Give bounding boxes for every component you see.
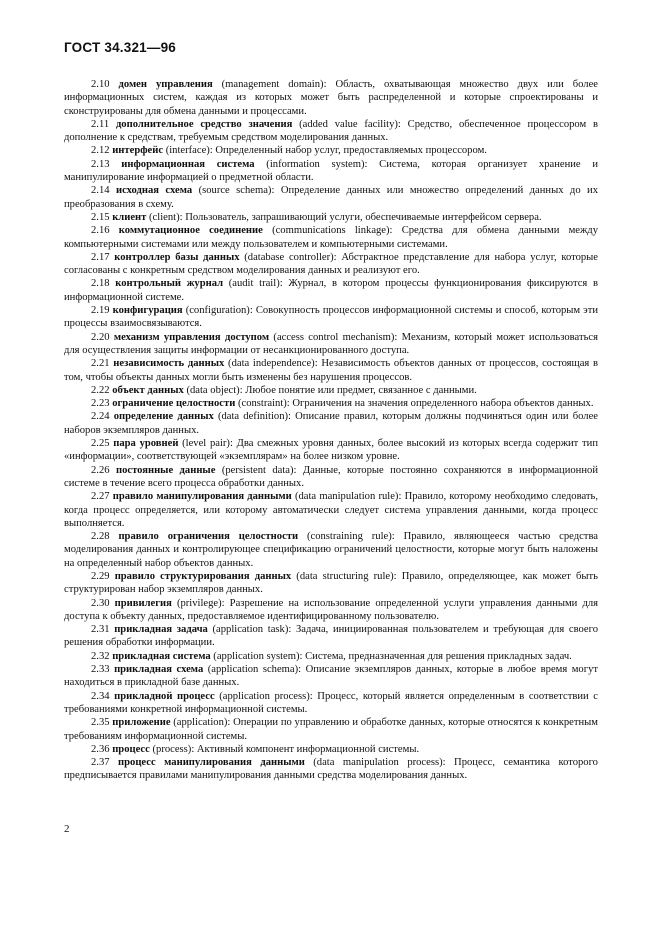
entry-definition: (management domain): Область, охватывающая множество двух или более информационных систем, каждая из которых может быть распределенной и которые спроектированы и сконструированы для обмена данными и процессами. [64,79,598,117]
entry-definition: (audit trail): Журнал, в котором процессы функционирования фиксируются в информационной системе. [64,278,598,303]
definition-entry [64,410,598,437]
entry-definition: (application): Операции по управлению и обработке данных, которые относятся к конкретным требованиям информационной системы. [64,717,598,742]
entry-definition: (application system): Система, предназначенная для решения прикладных задач. [210,650,572,662]
entry-number: 2.17 [91,251,110,263]
definition-entry [64,530,598,570]
definition-entry [64,184,598,211]
definition-entry [64,331,598,358]
definition-entry [64,597,598,624]
definition-entry [64,690,598,717]
entry-number: 2.12 [91,145,110,157]
entry-definition: (process): Активный компонент информационной системы. [149,743,420,755]
entry-definition: (privilege): Разрешение на использование определенной услуги управления данными для доступа к объекту данных, предоставляемое идентифицированному пользователю. [64,597,598,622]
definition-entry [64,437,598,464]
page-number: 2 [64,823,70,835]
entry-definition: (data object): Любое понятие или предмет, связанное с данными. [183,384,477,396]
entry-definition: (constraint): Ограничения на значения определенного набора объектов данных. [235,398,594,410]
entry-definition: (communications linkage): Средства для обмена данными между компьютерными системами или между пользователем и компьютерными системами. [64,225,598,250]
definition-entry [64,277,598,304]
definition-entry [64,251,598,278]
entry-term: правило ограничения целостности [118,531,299,543]
entry-number: 2.14 [91,185,110,197]
entry-term: механизм управления доступом [113,331,270,343]
entry-definition: (application schema): Описание экземпляров данных, которые в любое время могут находиться в прикладной базе данных. [64,664,598,689]
entry-term: информационная система [121,158,255,170]
entry-term: клиент [112,211,147,223]
entry-number: 2.27 [91,491,110,503]
entry-term: процесс [112,743,150,755]
entry-term: постоянные данные [115,464,216,476]
definition-entry [64,490,598,530]
entry-definition: (level pair): Два смежных уровня данных, более высокий из которых всегда содержит тип «информации», соответствующей «экземплярам» на более низком уровне. [64,438,598,463]
entry-number: 2.10 [91,79,110,90]
entry-definition: (configuration): Совокупность процессов информационной системы и способ, которым эти процессы взаимосвязываются. [64,305,599,330]
definition-entry [64,384,598,397]
definition-entry [64,144,598,157]
definition-entry [64,716,598,743]
entry-term: ограничение целостности [112,398,236,410]
entry-number: 2.20 [91,331,110,343]
entry-number: 2.31 [91,624,110,636]
definition-entry [64,357,598,384]
entry-definition: (access control mechanism): Механизм, который может использоваться для осуществления защиты информации от несанкционированного доступа. [64,331,598,356]
entry-number: 2.25 [91,438,110,450]
entry-number: 2.33 [91,664,110,676]
entry-definition: (source schema): Определение данных или множество определений данных до их преобразования в схему. [64,185,598,210]
document-header: ГОСТ 34.321—96 [64,40,176,55]
entry-term: привилегия [114,597,172,609]
entry-number: 2.32 [91,650,110,662]
entry-term: прикладной процесс [114,690,215,702]
entry-term: объект данных [112,384,184,396]
entry-number: 2.36 [91,743,110,755]
entry-term: исходная схема [115,185,193,197]
definition-entry [64,650,598,663]
entry-definition: (client): Пользователь, запрашивающий услуги, обеспечиваемые интерфейсом сервера. [146,211,542,223]
entry-term: правило манипулирования данными [112,491,292,503]
entry-term: контрольный журнал [115,278,224,290]
entry-number: 2.13 [91,158,110,170]
definition-entry [64,464,598,491]
entry-definition: (persistent data): Данные, которые постоянно сохраняются в информационной системе в течение всего процесса обработки данных. [64,464,598,489]
entry-definition: (data manipulation process): Процесс, семантика которого предписывается правилами манипулирования данными средства моделирования данных. [64,757,598,782]
entry-term: прикладная задача [114,624,208,636]
definition-entry [64,211,598,224]
definition-entry [64,623,598,650]
entry-number: 2.28 [91,531,110,543]
entry-number: 2.11 [91,118,110,130]
definition-entry [64,224,598,251]
definition-entry [64,663,598,690]
definition-entry [64,397,598,410]
entry-term: процесс манипулирования данными [118,757,305,769]
entry-number: 2.18 [91,278,110,290]
entry-definition: (data definition): Описание правил, которым должны подчиняться один или более наборов экземпляров данных. [64,411,598,436]
entry-term: прикладная схема [114,664,204,676]
definition-entry [64,158,598,185]
definition-entry [64,78,598,118]
entry-number: 2.29 [91,570,110,582]
definition-entry [64,304,598,331]
entry-term: независимость данных [113,358,225,370]
entry-definition: (added value facility): Средство, обеспеченное процессором в дополнение к средствам, требуемым средством моделирования данных. [64,118,598,144]
entry-definition: (interface): Определенный набор услуг, предоставляемых процессором. [163,145,487,157]
entry-definition: (information system): Система, которая организует хранение и манипулирование информацией о предметной области. [64,158,599,184]
entry-term: интерфейс [112,145,164,157]
entry-term: приложение [112,717,171,729]
entry-number: 2.30 [91,597,110,609]
entry-definition: (data manipulation rule): Правило, которому необходимо следовать, когда процесс определяется, или которому автоматически следует система управления данными, когда процесс выполняется. [64,491,598,529]
definition-entry [64,743,598,756]
entry-term: правило структурирования данных [114,570,292,582]
definition-entry [64,570,598,597]
entry-definition: (data independence): Независимость объектов данных от процессов, состоящая в том, чтобы объекты данных могли быть изменены без нарушения процессов. [64,358,598,383]
entry-number: 2.16 [91,225,110,237]
entry-number: 2.35 [91,717,110,729]
entry-term: пара уровней [113,438,179,450]
entry-term: прикладная система [112,650,211,662]
entry-number: 2.34 [91,690,110,702]
entry-number: 2.37 [91,757,110,769]
entry-number: 2.21 [91,358,110,370]
entry-number: 2.22 [91,384,110,396]
definitions-list [64,78,598,783]
entry-term: определение данных [113,411,214,423]
entry-number: 2.23 [91,398,110,410]
entry-term: дополнительное средство значения [115,118,293,130]
definition-entry [64,756,598,783]
entry-definition: (database controller): Абстрактное представление для набора услуг, которые согласованы с конкретным средством моделирования данных и реализуют его. [64,251,598,277]
entry-definition: (application task): Задача, инициированная пользователем и требующая для своего решения обработки информации. [64,624,599,649]
entry-number: 2.26 [91,464,110,476]
entry-number: 2.24 [91,411,110,423]
entry-term: домен управления [118,79,213,90]
entry-term: конфигурация [112,305,183,317]
entry-number: 2.19 [91,305,110,317]
entry-term: контроллер базы данных [114,251,240,263]
entry-definition: (data structuring rule): Правило, определяющее, как может быть структурирован набор экземпляров данных. [64,570,599,596]
entry-definition: (constraining rule): Правило, являющееся частью средства моделирования данных и контролирующее спецификацию ограничений целостности, которые могут быть наложены на определенный набор объектов данных. [64,531,599,569]
entry-definition: (application process): Процесс, который является определенным в соответствии с требованиями конкретной информационной системы. [64,690,598,715]
entry-number: 2.15 [91,211,110,223]
entry-term: коммутационное соединение [118,225,263,237]
definition-entry [64,118,598,145]
